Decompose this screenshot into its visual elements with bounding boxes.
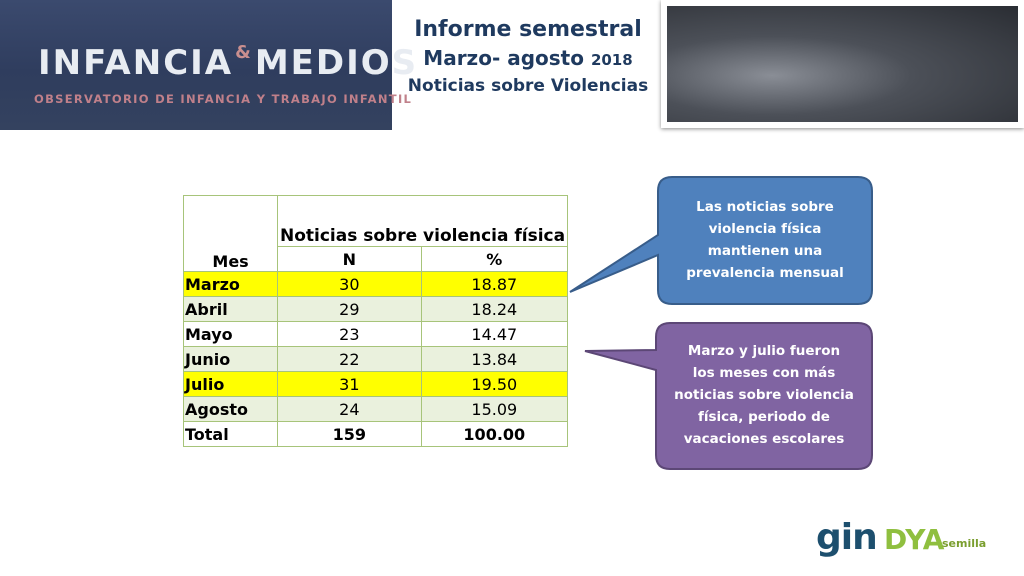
purple-callout-line: Marzo y julio fueron [687, 343, 841, 359]
cell-n: 23 [278, 322, 422, 347]
purple-callout-line: los meses con más [692, 365, 836, 381]
blue-callout-line: prevalencia mensual [686, 265, 844, 281]
cell-pct: 13.84 [421, 347, 567, 372]
blue-callout-text [660, 196, 870, 284]
heading-line1: Informe semestral [414, 17, 642, 42]
blue-callout-line: violencia física [708, 221, 822, 237]
semilla-logo: semilla [942, 537, 987, 550]
header-mes: Mes [184, 196, 278, 272]
blue-callout-line: Las noticias sobre [696, 199, 834, 215]
cell-mes: Junio [184, 347, 278, 372]
cell-pct: 18.87 [421, 272, 567, 297]
cell-n: 24 [278, 397, 422, 422]
total-pct: 100.00 [421, 422, 567, 447]
cell-n: 30 [278, 272, 422, 297]
cell-mes: Abril [184, 297, 278, 322]
heading-year: 2018 [590, 51, 633, 69]
cell-pct: 14.47 [421, 322, 567, 347]
cell-mes: Marzo [184, 272, 278, 297]
banner-ampersand: & [235, 42, 253, 63]
dya-logo: DYA [884, 523, 945, 556]
cell-mes: Mayo [184, 322, 278, 347]
gin-logo: gin [816, 517, 877, 558]
sponsor-logos [810, 515, 1024, 570]
purple-callout-line: vacaciones escolares [683, 431, 845, 447]
cell-mes: Agosto [184, 397, 278, 422]
header-n: N [278, 247, 422, 272]
cell-n: 22 [278, 347, 422, 372]
blue-callout-line: mantienen una [707, 243, 823, 259]
total-n: 159 [278, 422, 422, 447]
cell-pct: 18.24 [421, 297, 567, 322]
heading-period: Marzo- agosto [423, 46, 584, 70]
banner-title-right: MEDIOS [254, 43, 419, 83]
cell-pct: 15.09 [421, 397, 567, 422]
cell-n: 29 [278, 297, 422, 322]
header-pct: % [421, 247, 567, 272]
banner-subtitle: OBSERVATORIO DE INFANCIA Y TRABAJO INFANTIL [34, 92, 413, 106]
heading-line3: Noticias sobre Violencias [407, 76, 649, 96]
header-group: Noticias sobre violencia física [278, 196, 568, 247]
purple-callout-text [658, 340, 870, 450]
purple-callout-line: noticias sobre violencia [674, 387, 854, 403]
cell-n: 31 [278, 372, 422, 397]
total-label: Total [184, 422, 278, 447]
banner-title-left: INFANCIA [38, 43, 234, 83]
purple-callout-line: física, periodo de [698, 409, 830, 425]
cell-pct: 19.50 [421, 372, 567, 397]
cell-mes: Julio [184, 372, 278, 397]
